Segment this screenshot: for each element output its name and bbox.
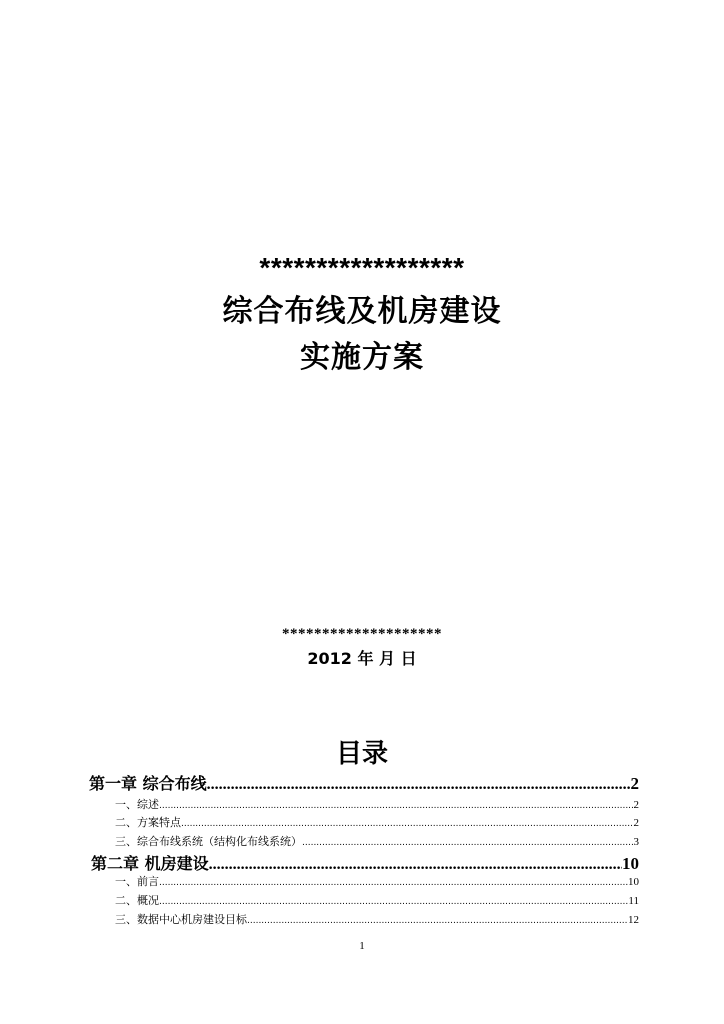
toc-chapter-1[interactable]: [89, 771, 639, 794]
toc-section-label: 三、综合布线系统（结构化布线系统）: [115, 835, 302, 848]
toc-page-number: 10: [628, 876, 639, 888]
cover-stars-top: ******************: [259, 252, 465, 283]
toc-page-number: 2: [633, 817, 639, 829]
toc-page-number: 3: [633, 836, 639, 848]
toc-page-number: 12: [628, 914, 639, 926]
toc-page-number: 2: [633, 799, 639, 811]
toc-section-2-2[interactable]: [115, 892, 639, 908]
toc-chapter-2[interactable]: [91, 851, 639, 874]
toc-section-label: 二、概况: [115, 894, 159, 907]
footer-page-number: 1: [359, 940, 365, 952]
toc-heading: 目录: [335, 739, 388, 769]
toc-page-number: 11: [628, 895, 639, 907]
toc-chapter-label: 第一章 综合布线: [89, 774, 207, 793]
toc-section-1-1[interactable]: [115, 796, 639, 812]
toc-section-label: 一、前言: [115, 875, 159, 888]
toc-section-1-2[interactable]: [115, 814, 639, 830]
toc-leader-dots: [159, 897, 628, 907]
toc-leader-dots: [209, 856, 622, 874]
cover-title-line2: 实施方案: [300, 340, 424, 375]
toc-page-number: 10: [622, 854, 639, 873]
toc-chapter-label: 第二章 机房建设: [91, 854, 209, 873]
cover-stars-bottom: ********************: [282, 626, 442, 642]
toc-section-1-3[interactable]: [115, 833, 639, 849]
toc-section-2-1[interactable]: [115, 873, 639, 889]
toc-leader-dots: [207, 776, 631, 794]
toc-leader-dots: [181, 819, 634, 829]
toc-section-label: 二、方案特点: [115, 816, 181, 829]
toc-leader-dots: [247, 916, 628, 926]
toc-leader-dots: [302, 838, 634, 848]
toc-section-2-3[interactable]: [115, 911, 639, 927]
toc-leader-dots: [159, 801, 634, 811]
toc-leader-dots: [159, 878, 628, 888]
toc-page-number: 2: [630, 774, 639, 793]
toc-section-label: 一、综述: [115, 798, 159, 811]
cover-date: 2012 年 月 日: [307, 649, 417, 668]
cover-title-line1: 综合布线及机房建设: [222, 294, 502, 329]
toc-section-label: 三、数据中心机房建设目标: [115, 913, 247, 926]
